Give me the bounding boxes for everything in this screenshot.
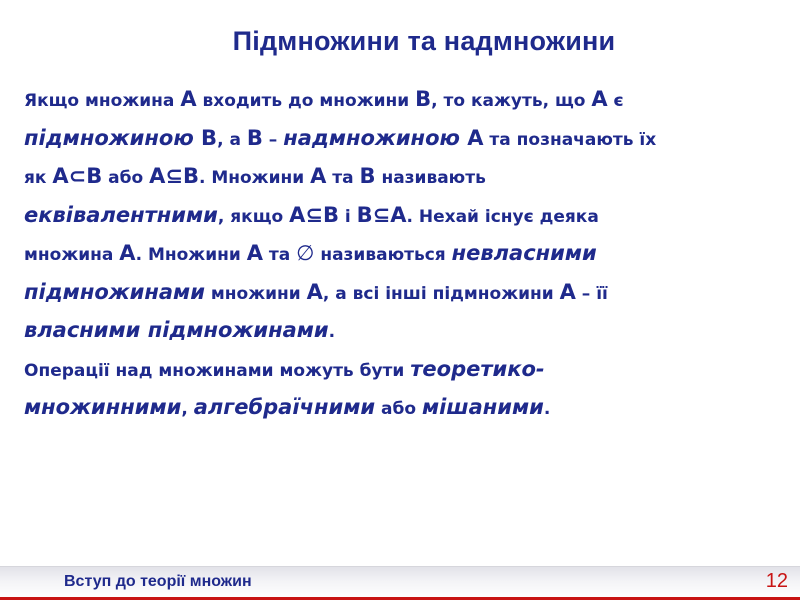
paragraph-line-4 [24,196,784,235]
text-span: називають [375,168,486,188]
text-span: множина [24,245,120,265]
slide-title: Підмножини та надмножини [232,26,616,56]
paragraph-line-5 [24,234,784,273]
term-set-theoretic: теоретико- [410,356,545,381]
set-a: А [591,87,608,111]
set-b: В [201,125,218,150]
text-span: і [338,206,357,227]
proper-subset-notation: А⊂В [52,164,103,188]
term-algebraic: алгебраїчними [193,395,376,419]
term-improper: невласними [451,241,597,265]
text-span: як [24,168,53,188]
paragraph-line-6 [24,273,784,312]
empty-set-symbol: ∅ [296,241,315,265]
set-a: А [246,241,263,265]
set-a: А [119,241,136,265]
set-b: В [359,164,376,188]
text-span: є [607,91,624,111]
text-span: або [375,399,422,419]
text-span: – [262,129,284,150]
term-mixed: мішаними [421,395,544,419]
footer-title: Вступ до теорії множин [64,573,252,590]
text-span: . Нехай існує деяка [406,206,599,227]
text-span: , то кажуть, що [431,91,592,111]
text-span: , а [217,129,247,150]
paragraph-line-7 [24,311,784,350]
text-span: входить до множини [196,91,416,111]
subset-notation: А⊆В [149,164,199,188]
set-a: А [306,279,323,304]
text-span: називаються [314,245,452,265]
set-b: В [246,125,263,150]
text-span: , якщо [217,206,290,227]
term-set-theoretic: множинними [24,395,182,419]
text-span: Якщо множина [24,91,181,111]
subset-notation: А⊆В [289,202,339,227]
set-a: А [559,279,576,304]
term-equivalent: еквівалентними [24,202,218,227]
term-superset: надмножиною [283,125,468,150]
paragraph-line-9 [24,388,784,427]
text-span: множини [204,283,307,304]
paragraph-line-3 [24,157,784,196]
text-span: та [326,168,360,188]
text-span: Операції над множинами можуть бути [24,360,411,381]
text-span: та [262,245,297,265]
page-number: 12 [765,570,788,592]
text-span: або [102,168,150,188]
paragraph-line-1 [24,80,784,119]
slide-body [24,80,784,427]
set-a: А [310,164,327,188]
set-a: А [467,125,484,150]
text-span: , а всі інші підмножини [322,283,560,304]
text-span: та позначають їх [483,129,657,150]
text-span: , [181,399,194,419]
set-b: В [415,87,432,111]
text-span: . [328,322,336,342]
paragraph-line-8 [24,350,784,389]
text-span: – її [575,283,608,304]
term-subset: підмножиною [24,125,202,150]
term-subsets: підмножинами [24,279,205,304]
term-proper-subsets: власними підмножинами [24,318,329,342]
text-span: . Множини [198,168,311,188]
subset-notation: В⊆А [356,202,407,227]
paragraph-line-2 [24,119,784,158]
text-span: . [543,399,551,419]
text-span: . Множини [135,245,247,265]
set-a: А [180,87,197,111]
